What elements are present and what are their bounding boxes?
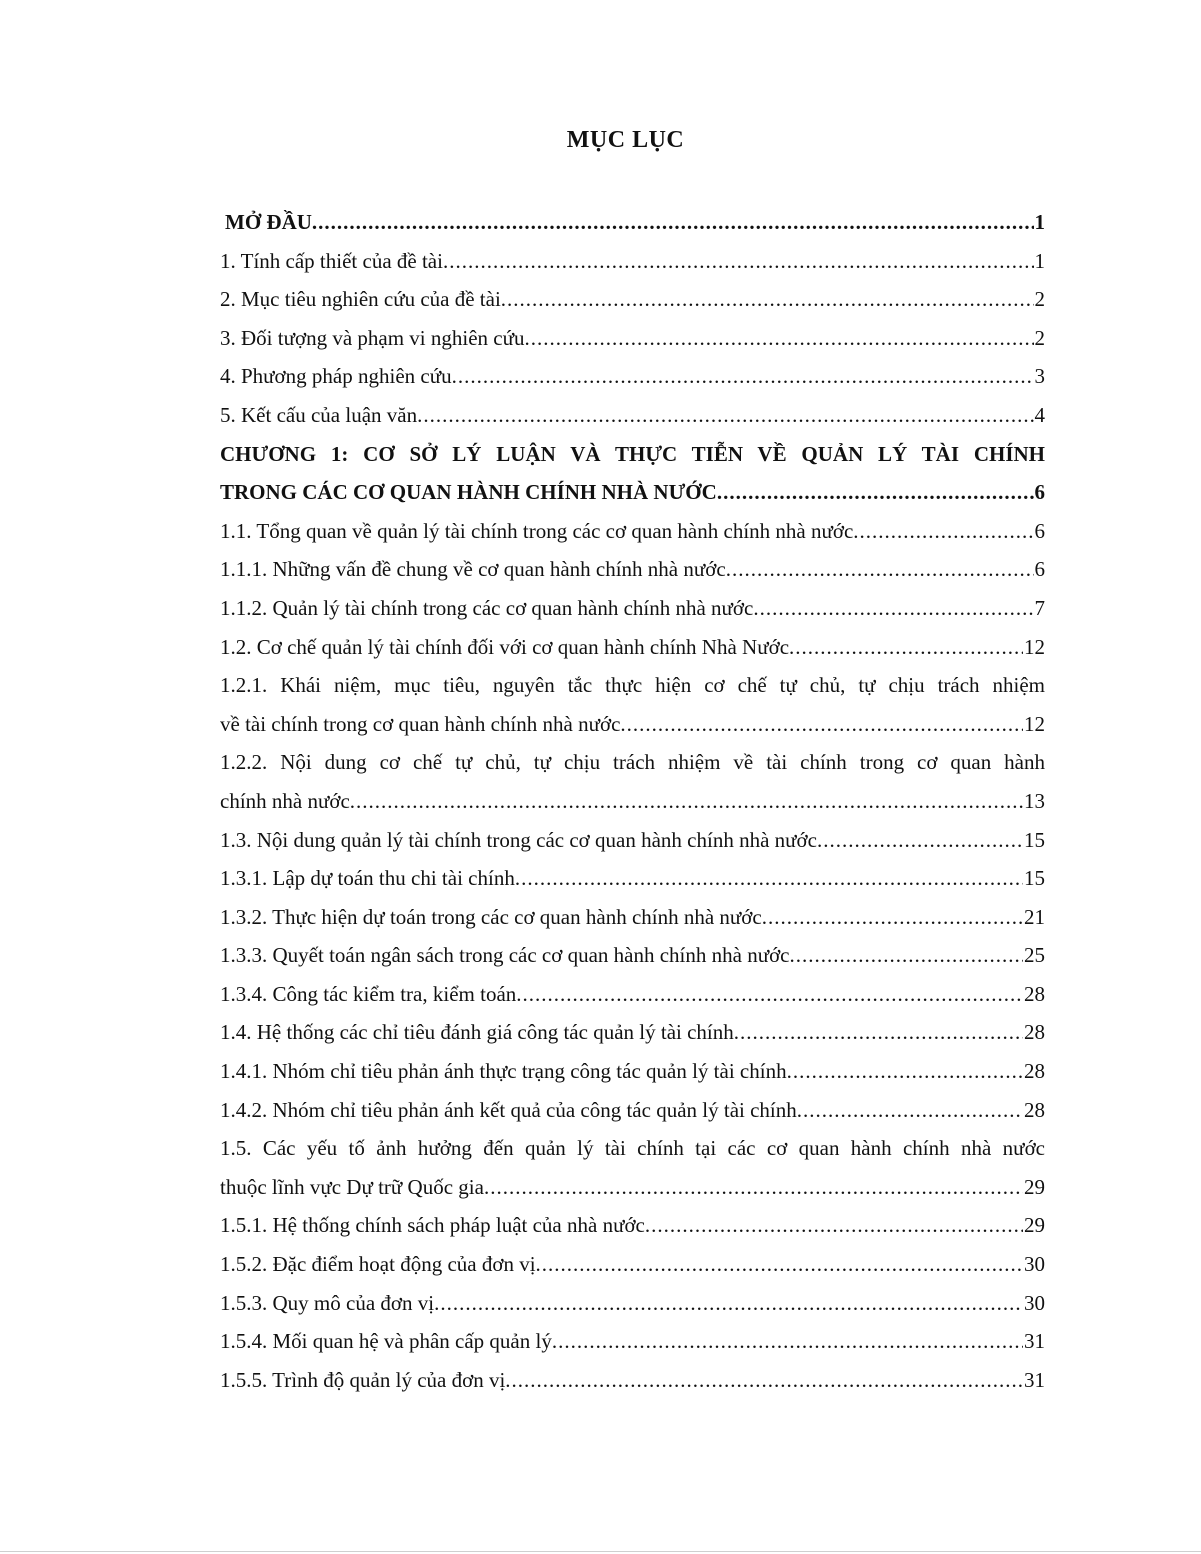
toc-entry-label: 1.2. Cơ chế quản lý tài chính đối với cơ quan hành chính Nhà Nước: [220, 634, 790, 659]
toc-entry: [220, 821, 1045, 860]
toc-entry-row: [220, 242, 1045, 281]
toc-entry: [220, 319, 1045, 358]
dot-leader: [645, 1206, 1023, 1245]
toc-entry-label: 1.5.5. Trình độ quản lý của đơn vị: [220, 1367, 506, 1392]
toc-entry: [220, 1129, 1045, 1206]
toc-entry-page-number: 1: [1034, 210, 1045, 234]
dot-leader: [515, 859, 1023, 898]
toc-entry: [220, 666, 1045, 743]
toc-entry: [220, 242, 1045, 281]
toc-entry-page-number: 6: [1034, 518, 1045, 543]
toc-entry: [220, 859, 1045, 898]
toc-entry-label: TRONG CÁC CƠ QUAN HÀNH CHÍNH NHÀ NƯỚC: [220, 480, 717, 505]
table-of-contents: [220, 203, 1045, 1399]
dot-leader: [717, 473, 1034, 512]
dot-leader: [501, 280, 1034, 319]
toc-entry-label: 3. Đối tượng và phạm vi nghiên cứu: [220, 325, 525, 350]
toc-entry-label: 1.1.2. Quản lý tài chính trong các cơ quan hành chính nhà nước: [220, 595, 754, 620]
dot-leader: [790, 936, 1023, 975]
toc-entry-page-number: 2: [1034, 325, 1045, 350]
toc-entry-page-number: 1: [1034, 248, 1045, 273]
bottom-divider: [0, 1551, 1201, 1552]
toc-entry-row: [220, 550, 1045, 589]
toc-entry-row: [220, 821, 1045, 860]
toc-entry-label: 2. Mục tiêu nghiên cứu của đề tài: [220, 287, 501, 312]
toc-entry-page-number: 2: [1034, 287, 1045, 312]
toc-entry-label-line: 1.2.2. Nội dung cơ chế tự chủ, tự chịu trách nhiệm về tài chính trong cơ quan hành: [220, 750, 1045, 775]
dot-leader: [350, 782, 1023, 821]
toc-entry-row: [220, 1013, 1045, 1052]
toc-entry-page-number: 28: [1024, 1059, 1045, 1084]
toc-entry-page-number: 6: [1034, 480, 1045, 505]
toc-entry: [220, 1361, 1045, 1400]
toc-entry-row: [220, 1322, 1045, 1361]
toc-entry: [220, 1245, 1045, 1284]
toc-entry: [220, 512, 1045, 551]
toc-entry-page-number: 28: [1024, 1020, 1045, 1045]
toc-entry-label: 1.4.2. Nhóm chỉ tiêu phản ánh kết quả của công tác quản lý tài chính: [220, 1097, 797, 1122]
dot-leader: [312, 203, 1034, 242]
toc-entry-label: 1.1.1. Những vấn đề chung về cơ quan hành chính nhà nước: [220, 557, 726, 582]
toc-entry-page-number: 21: [1024, 904, 1045, 929]
toc-entry-row: [220, 589, 1045, 628]
toc-entry-label: 5. Kết cấu của luận văn: [220, 402, 418, 427]
toc-entry-label: 1.5.3. Quy mô của đơn vị: [220, 1290, 435, 1315]
toc-entry: [220, 1013, 1045, 1052]
toc-entry: [220, 1284, 1045, 1323]
toc-entry: [220, 550, 1045, 589]
toc-entry-page-number: 25: [1024, 943, 1045, 968]
dot-leader: [505, 1361, 1023, 1400]
dot-leader: [484, 1168, 1023, 1207]
toc-entry-label: 1.5.2. Đặc điểm hoạt động của đơn vị: [220, 1252, 536, 1277]
toc-entry-label-line: 1.2.1. Khái niệm, mục tiêu, nguyên tắc thực hiện cơ chế tự chủ, tự chịu trách nhiệm: [220, 673, 1045, 698]
toc-entry-page-number: 15: [1024, 827, 1045, 852]
toc-entry-page-number: 4: [1034, 402, 1045, 427]
toc-entry-row: [220, 782, 1045, 821]
toc-entry-label: 1.3.3. Quyết toán ngân sách trong các cơ quan hành chính nhà nước: [220, 943, 790, 968]
toc-entry-row: [220, 1052, 1045, 1091]
toc-entry: [220, 589, 1045, 628]
toc-entry-page-number: 30: [1024, 1290, 1045, 1315]
toc-entry: [220, 357, 1045, 396]
toc-entry-row: [220, 975, 1045, 1014]
dot-leader: [817, 821, 1023, 860]
toc-entry-label: MỞ ĐẦU: [225, 210, 312, 234]
toc-entry-row: [220, 1206, 1045, 1245]
toc-entry-label: thuộc lĩnh vực Dự trữ Quốc gia: [220, 1174, 484, 1199]
toc-entry-row: [220, 859, 1045, 898]
toc-entry: [220, 1091, 1045, 1130]
dot-leader: [797, 1091, 1023, 1130]
toc-entry-row: [220, 396, 1045, 435]
toc-entry: [220, 280, 1045, 319]
toc-entry: [220, 1322, 1045, 1361]
toc-entry-page-number: 13: [1024, 788, 1045, 813]
toc-entry-row: [220, 1284, 1045, 1323]
toc-entry: [220, 1206, 1045, 1245]
dot-leader: [552, 1322, 1023, 1361]
dot-leader: [789, 628, 1023, 667]
dot-leader: [452, 357, 1034, 396]
dot-leader: [620, 705, 1023, 744]
toc-entry-row: [220, 512, 1045, 551]
toc-entry: [220, 936, 1045, 975]
toc-entry-page-number: 7: [1034, 595, 1045, 620]
toc-entry-label: 1.3.2. Thực hiện dự toán trong các cơ quan hành chính nhà nước: [220, 904, 762, 929]
toc-entry-label: 1.3.4. Công tác kiểm tra, kiểm toán: [220, 981, 517, 1006]
toc-entry-page-number: 6: [1034, 557, 1045, 582]
toc-entry-label: 1.4. Hệ thống các chỉ tiêu đánh giá công tác quản lý tài chính: [220, 1020, 734, 1045]
toc-entry-row: [220, 1245, 1045, 1284]
dot-leader: [853, 512, 1033, 551]
toc-entry-label: 1.3.1. Lập dự toán thu chi tài chính: [220, 866, 515, 891]
toc-entry: [220, 435, 1045, 512]
dot-leader: [443, 242, 1034, 281]
toc-entry: [220, 1052, 1045, 1091]
dot-leader: [762, 898, 1023, 937]
toc-entry-row: [220, 357, 1045, 396]
toc-entry-label: 1.3. Nội dung quản lý tài chính trong các cơ quan hành chính nhà nước: [220, 827, 817, 852]
dot-leader: [417, 396, 1033, 435]
toc-entry-row: [220, 1168, 1045, 1207]
toc-entry-row: [220, 319, 1045, 358]
toc-entry-row: [220, 936, 1045, 975]
toc-entry-row: [220, 1091, 1045, 1130]
toc-entry-label: 1.4.1. Nhóm chỉ tiêu phản ánh thực trạng công tác quản lý tài chính: [220, 1059, 787, 1084]
dot-leader: [516, 975, 1023, 1014]
toc-entry-row: [220, 628, 1045, 667]
toc-entry-row: [220, 280, 1045, 319]
toc-entry-page-number: 30: [1024, 1252, 1045, 1277]
dot-leader: [726, 550, 1034, 589]
dot-leader: [753, 589, 1033, 628]
toc-entry-page-number: 15: [1024, 866, 1045, 891]
toc-entry-label: về tài chính trong cơ quan hành chính nhà nước: [220, 711, 621, 736]
toc-entry-page-number: 12: [1024, 711, 1045, 736]
toc-entry-label-line: 1.5. Các yếu tố ảnh hưởng đến quản lý tài chính tại các cơ quan hành chính nhà nước: [220, 1136, 1045, 1161]
toc-entry-label: 1.1. Tổng quan về quản lý tài chính trong các cơ quan hành chính nhà nước: [220, 518, 854, 543]
dot-leader: [536, 1245, 1023, 1284]
toc-entry-row: [220, 473, 1045, 512]
toc-entry: [220, 743, 1045, 820]
dot-leader: [434, 1284, 1023, 1323]
toc-entry-label: 1. Tính cấp thiết của đề tài: [220, 248, 443, 273]
toc-entry: [220, 975, 1045, 1014]
dot-leader: [734, 1013, 1023, 1052]
toc-entry-page-number: 12: [1024, 634, 1045, 659]
dot-leader: [525, 319, 1034, 358]
toc-entry-label-line: CHƯƠNG 1: CƠ SỞ LÝ LUẬN VÀ THỰC TIỄN VỀ QUẢN LÝ TÀI CHÍNH: [220, 441, 1045, 466]
toc-entry-row: [220, 705, 1045, 744]
toc-entry-page-number: 28: [1024, 981, 1045, 1006]
toc-entry-row: [225, 203, 1045, 242]
toc-entry-page-number: 29: [1024, 1213, 1045, 1238]
toc-entry-page-number: 29: [1024, 1174, 1045, 1199]
toc-entry-page-number: 31: [1024, 1367, 1045, 1392]
toc-entry-label: 4. Phương pháp nghiên cứu: [220, 364, 452, 389]
toc-entry-row: [220, 898, 1045, 937]
toc-entry: [220, 898, 1045, 937]
toc-entry-page-number: 31: [1024, 1329, 1045, 1354]
toc-entry-row: [220, 1361, 1045, 1400]
toc-entry-page-number: 28: [1024, 1097, 1045, 1122]
toc-entry: [220, 628, 1045, 667]
toc-entry: [220, 203, 1045, 242]
dot-leader: [787, 1052, 1023, 1091]
toc-entry-label: chính nhà nước: [220, 788, 350, 813]
toc-entry-page-number: 3: [1034, 364, 1045, 389]
page-title: MỤC LỤC: [566, 127, 685, 153]
toc-entry: [220, 396, 1045, 435]
toc-entry-label: 1.5.1. Hệ thống chính sách pháp luật của nhà nước: [220, 1213, 645, 1238]
toc-entry-label: 1.5.4. Mối quan hệ và phân cấp quản lý: [220, 1329, 552, 1354]
